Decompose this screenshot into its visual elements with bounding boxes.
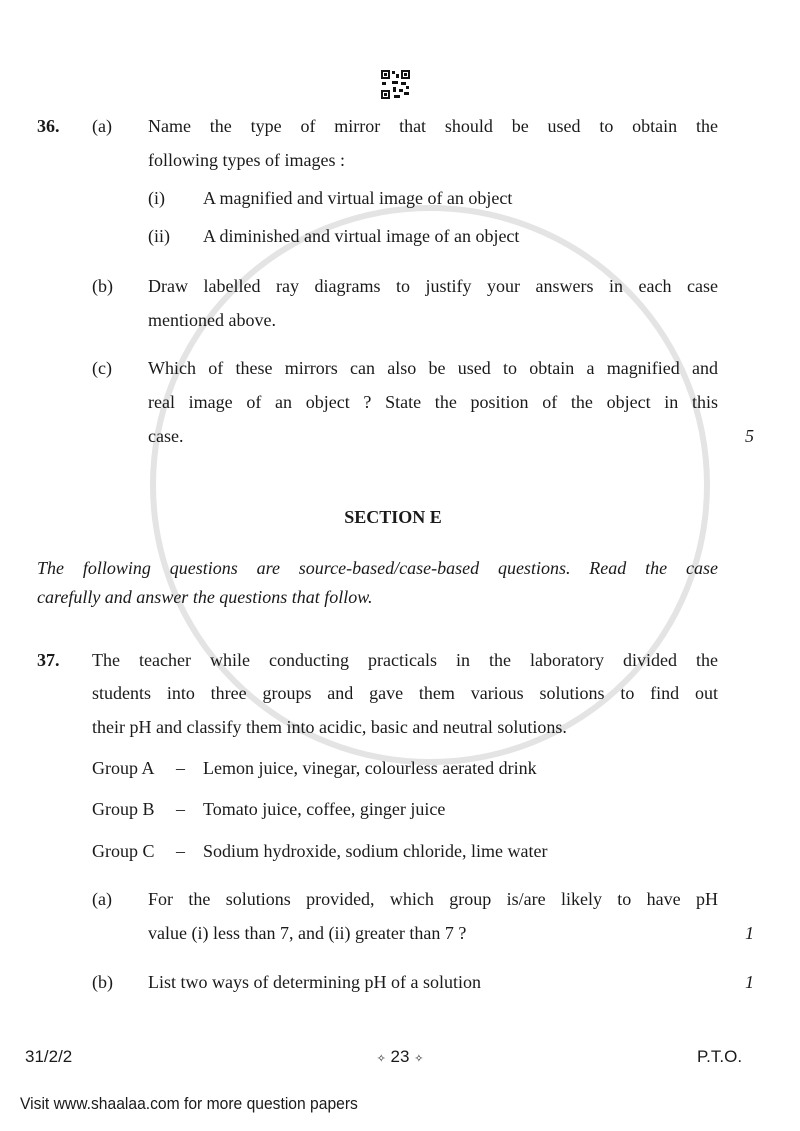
question-text: their pH and classify them into acidic, basic and neutral solutions. xyxy=(92,717,567,737)
group-label: Group C xyxy=(92,841,155,861)
question-number: 36. xyxy=(37,116,60,136)
part-label: (b) xyxy=(92,276,113,296)
section-title: SECTION E xyxy=(344,507,442,527)
question-text: students into three groups and gave them various solutions to find out xyxy=(92,683,718,703)
section-instructions: carefully and answer the questions that follow. xyxy=(37,587,373,607)
part-label: (b) xyxy=(92,972,113,992)
page-number xyxy=(340,1046,460,1070)
group-items: Tomato juice, coffee, ginger juice xyxy=(203,799,446,819)
ornament-icon: ✧ xyxy=(376,1053,386,1065)
marks: 5 xyxy=(745,426,754,446)
pto-label: P.T.O. xyxy=(697,1047,743,1066)
ornament-icon: ✧ xyxy=(414,1053,424,1065)
group-label: Group A xyxy=(92,758,155,778)
group-dash: – xyxy=(176,799,185,819)
group-items: Sodium hydroxide, sodium chloride, lime water xyxy=(203,841,548,861)
part-label: (c) xyxy=(92,358,112,378)
section-instructions: The following questions are source-based/case-based questions. Read the case xyxy=(37,558,718,578)
question-text: List two ways of determining pH of a solution xyxy=(148,972,481,992)
marks: 1 xyxy=(745,923,754,943)
group-label: Group B xyxy=(92,799,155,819)
paper-code: 31/2/2 xyxy=(25,1047,73,1066)
question-text: mentioned above. xyxy=(148,310,276,330)
question-text: Name the type of mirror that should be used to obtain the xyxy=(148,116,718,136)
group-dash: – xyxy=(176,841,185,861)
question-text: case. xyxy=(148,426,184,446)
part-label: (a) xyxy=(92,116,112,136)
part-label: (a) xyxy=(92,889,112,909)
question-text: The teacher while conducting practicals in the laboratory divided the xyxy=(92,650,718,670)
subpart-label: (ii) xyxy=(148,226,170,246)
page-number-value: 23 xyxy=(390,1047,410,1066)
question-text: Draw labelled ray diagrams to justify your answers in each case xyxy=(148,276,718,296)
visit-link[interactable]: Visit www.shaalaa.com for more question papers xyxy=(20,1094,358,1113)
question-text: value (i) less than 7, and (ii) greater than 7 ? xyxy=(148,923,467,943)
question-text: real image of an object ? State the position of the object in this xyxy=(148,392,718,412)
subpart-label: (i) xyxy=(148,188,165,208)
group-dash: – xyxy=(176,758,185,778)
group-items: Lemon juice, vinegar, colourless aerated drink xyxy=(203,758,537,778)
question-text: For the solutions provided, which group is/are likely to have pH xyxy=(148,889,718,909)
question-number: 37. xyxy=(37,650,60,670)
qr-code-icon xyxy=(381,70,410,99)
marks: 1 xyxy=(745,972,754,992)
subpart-text: A magnified and virtual image of an object xyxy=(203,188,513,208)
subpart-text: A diminished and virtual image of an object xyxy=(203,226,520,246)
question-text: following types of images : xyxy=(148,150,345,170)
question-text: Which of these mirrors can also be used to obtain a magnified and xyxy=(148,358,718,378)
